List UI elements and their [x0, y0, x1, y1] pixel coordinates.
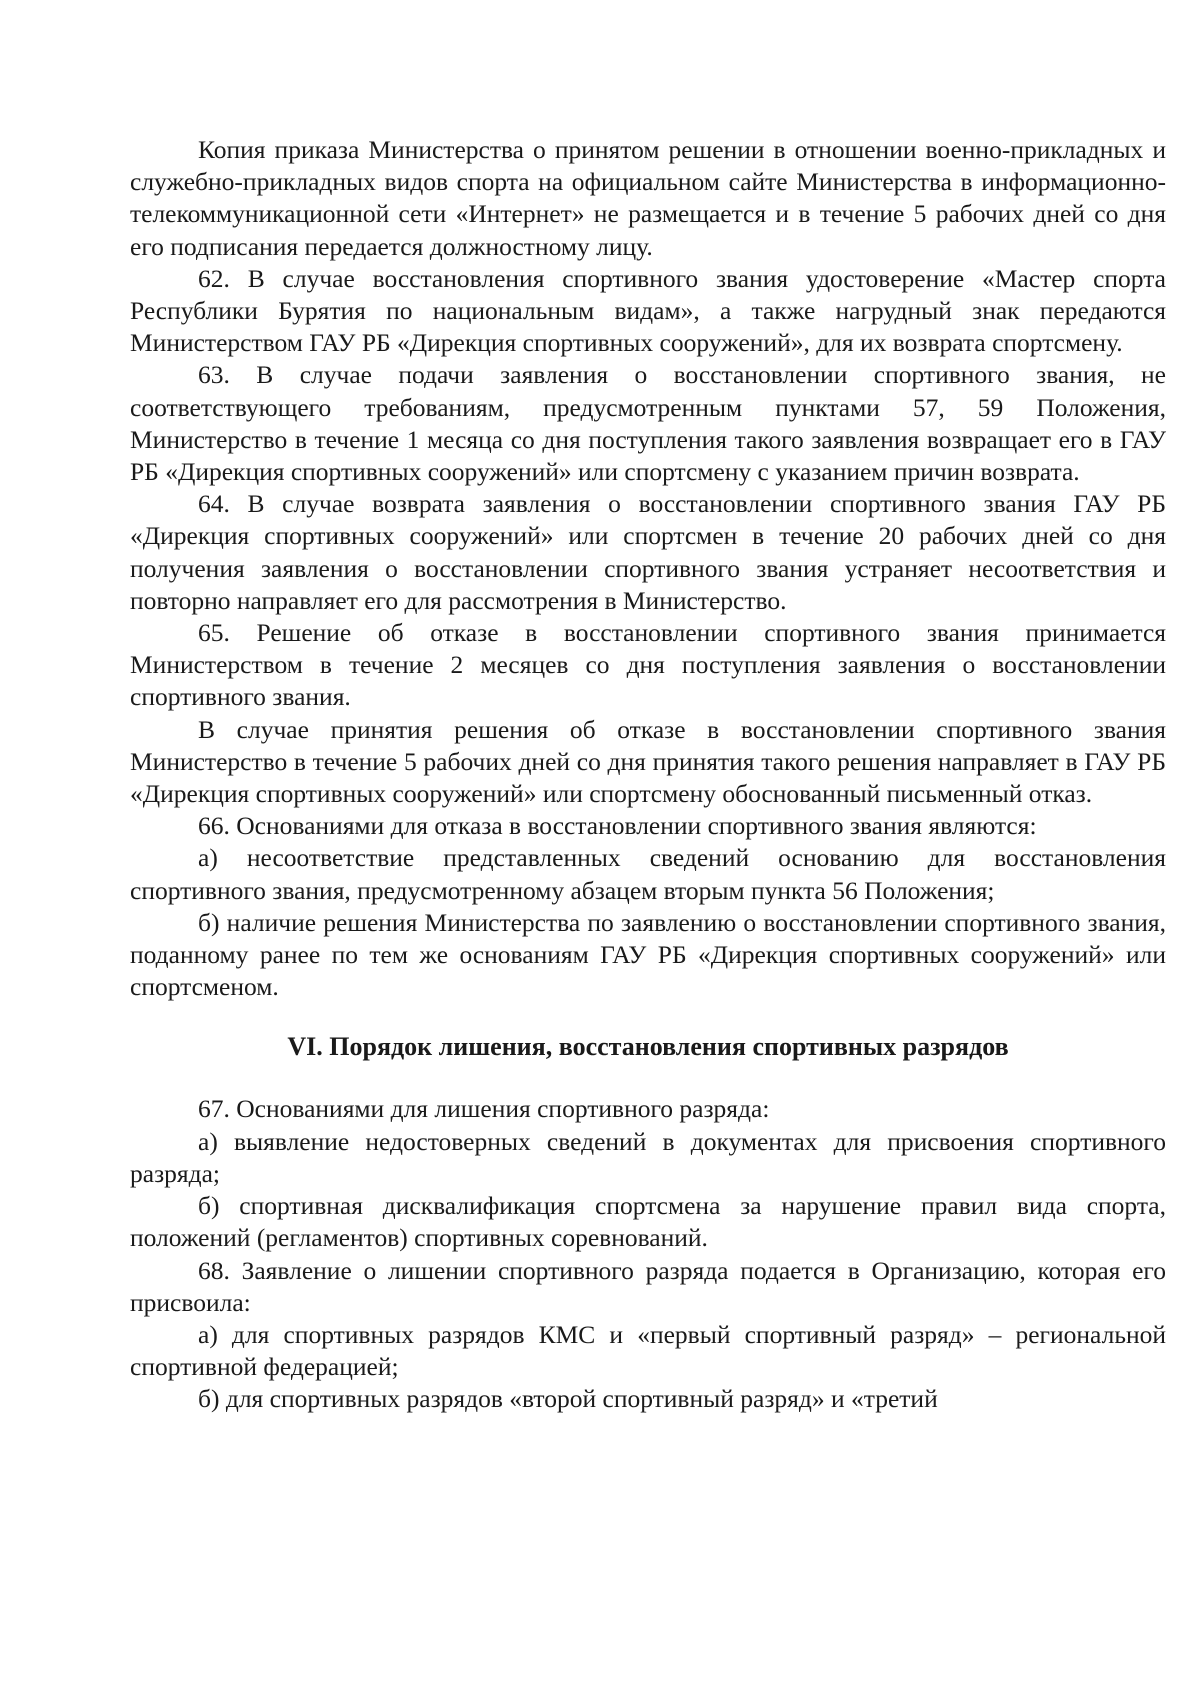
paragraph-67-b: б) спортивная дисквалификация спортсмена за нарушение правил вида спорта, положений (регламентов) спортивных соревнований.	[130, 1191, 1166, 1253]
paragraph-67: 67. Основаниями для лишения спортивного разряда:	[198, 1094, 770, 1124]
paragraph-63: 63. В случае подачи заявления о восстановлении спортивного звания, не соответствующего требованиям, предусмотренным пунктами 57, 59 Положения, Министерство в течение 1 месяца со дня поступления такого заявления возвращает его в ГАУ РБ «Дирекция спортивных сооружений» или спортсмену с указанием причин возврата.	[130, 360, 1166, 487]
section-heading: VI. Порядок лишения, восстановления спортивных разрядов	[287, 1032, 1009, 1062]
paragraph-65-refusal: В случае принятия решения об отказе в восстановлении спортивного звания Министерство в течение 5 рабочих дней со дня принятия такого решения направляет в ГАУ РБ «Дирекция спортивных сооружений» или спортсмену обоснованный письменный отказ.	[130, 714, 1166, 809]
paragraph-62: 62. В случае восстановления спортивного звания удостоверение «Мастер спорта Республики Бурятия по национальным видам», а также нагрудный знак передаются Министерством ГАУ РБ «Дирекция спортивных сооружений», для их возврата спортсмену.	[130, 263, 1166, 358]
paragraph-68: 68. Заявление о лишении спортивного разряда подается в Организацию, которая его присвоила:	[130, 1255, 1166, 1317]
paragraph-66: 66. Основаниями для отказа в восстановлении спортивного звания являются:	[198, 811, 1037, 841]
paragraph-64: 64. В случае возврата заявления о восстановлении спортивного звания ГАУ РБ «Дирекция спортивных сооружений» или спортсмен в течение 20 рабочих дней со дня получения заявления о восстановлении спортивного звания устраняет несоответствия и повторно направляет его для рассмотрения в Министерство.	[130, 489, 1166, 615]
paragraph-copy-order: Копия приказа Министерства о принятом решении в отношении военно-прикладных и служебно-прикладных видов спорта на официальном сайте Министерства в информационно-телекоммуникационной сети «Интернет» не размещается и в течение 5 рабочих дней со дня его подписания передается должностному лицу.	[130, 135, 1166, 261]
paragraph-68-a: а) для спортивных разрядов КМС и «первый спортивный разряд» – региональной спортивной федерацией;	[130, 1319, 1166, 1382]
paragraph-66-a: а) несоответствие представленных сведений основанию для восстановления спортивного звания, предусмотренному абзацем вторым пункта 56 Положения;	[130, 843, 1166, 905]
paragraph-66-b: б) наличие решения Министерства по заявлению о восстановлении спортивного звания, поданному ранее по тем же основаниям ГАУ РБ «Дирекция спортивных сооружений» или спортсменом.	[130, 907, 1166, 1002]
paragraph-67-a: а) выявление недостоверных сведений в документах для присвоения спортивного разряда;	[130, 1126, 1166, 1188]
paragraph-68-b: б) для спортивных разрядов «второй спортивный разряд» и «третий	[198, 1384, 938, 1414]
paragraph-65: 65. Решение об отказе в восстановлении спортивного звания принимается Министерством в течение 2 месяцев со дня поступления заявления о восстановлении спортивного звания.	[130, 618, 1166, 712]
document-page	[130, 134, 1166, 1416]
